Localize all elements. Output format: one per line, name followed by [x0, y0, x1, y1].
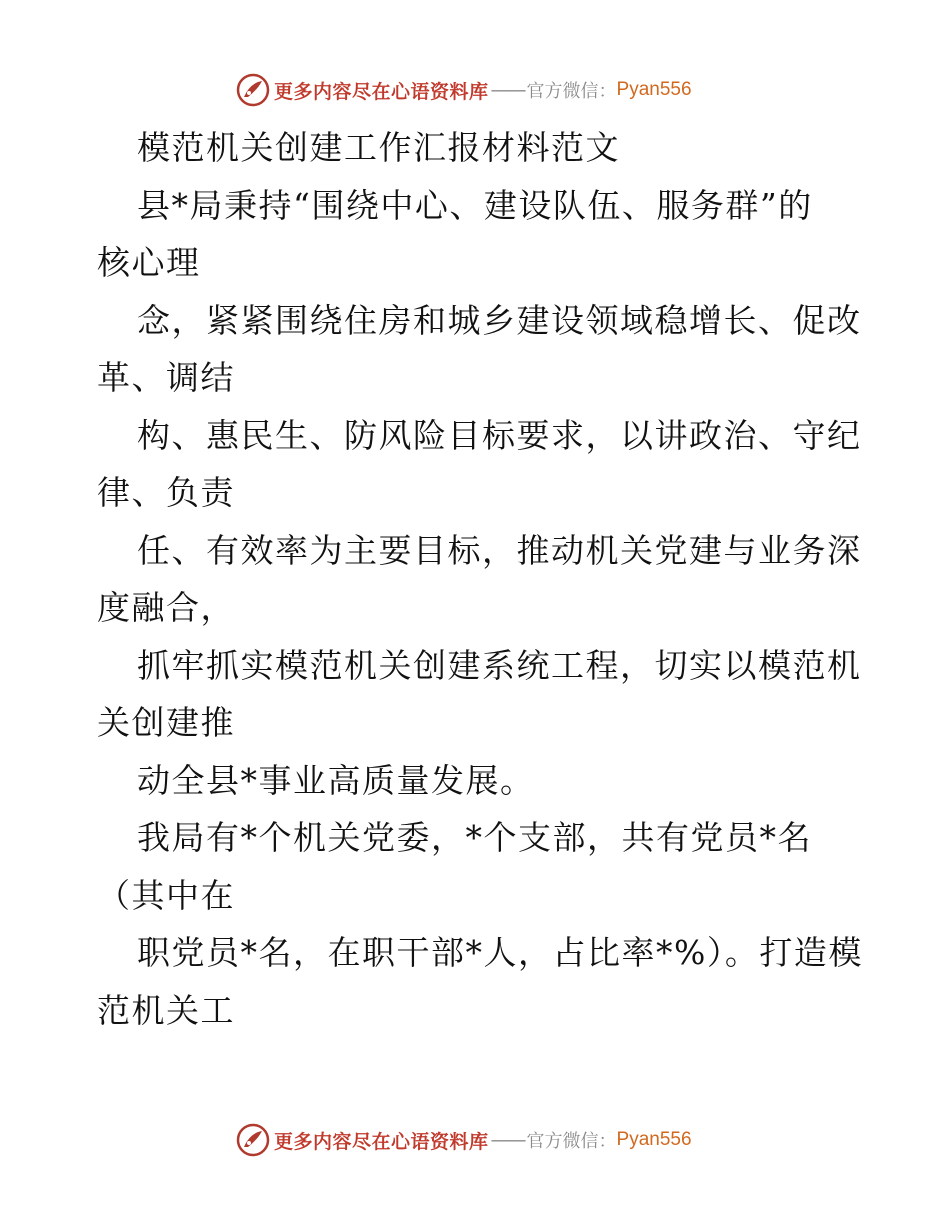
- text-line: 我局有*个机关党委，*个支部，共有党员*名: [137, 818, 812, 857]
- banner-wechat-id: Pyan556: [616, 1129, 692, 1150]
- banner-slogan: 更多内容尽在心语资料库: [274, 1130, 489, 1153]
- header-banner: [236, 72, 692, 108]
- text-line: 核心理: [97, 243, 201, 282]
- text-line: 律、负责: [97, 473, 235, 512]
- banner-slogan: 更多内容尽在心语资料库: [274, 80, 489, 103]
- footer-banner: [236, 1122, 692, 1158]
- text-line: 念，紧紧围绕住房和城乡建设领域稳增长、促改: [137, 301, 862, 340]
- text-line: 职党员*名，在职干部*人，占比率*%）。打造模: [137, 933, 863, 972]
- text-line: 任、有效率为主要目标，推动机关党建与业务深: [137, 531, 862, 570]
- text-line: 构、惠民生、防风险目标要求，以讲政治、守纪: [137, 416, 862, 455]
- text-line: 革、调结: [97, 358, 235, 397]
- document-title: 模范机关创建工作汇报材料范文: [137, 128, 620, 167]
- pen-logo-icon: [236, 1123, 270, 1157]
- text-line: 范机关工: [97, 991, 235, 1030]
- pen-logo-icon: [236, 73, 270, 107]
- text-line: 抓牢抓实模范机关创建系统工程，切实以模范机: [137, 646, 862, 685]
- text-line: 县*局秉持“围绕中心、建设队伍、服务群”的: [137, 186, 813, 225]
- banner-wechat-label: 官方微信：: [526, 1131, 617, 1152]
- text-line: 关创建推: [97, 703, 235, 742]
- banner-wechat-id: Pyan556: [616, 79, 692, 100]
- text-line: （其中在: [97, 876, 235, 915]
- banner-dash: ——: [490, 1129, 525, 1151]
- text-line: 度融合，: [97, 588, 235, 627]
- banner-wechat-label: 官方微信：: [526, 81, 617, 102]
- text-line: 动全县*事业高质量发展。: [137, 761, 535, 800]
- banner-dash: ——: [490, 79, 525, 101]
